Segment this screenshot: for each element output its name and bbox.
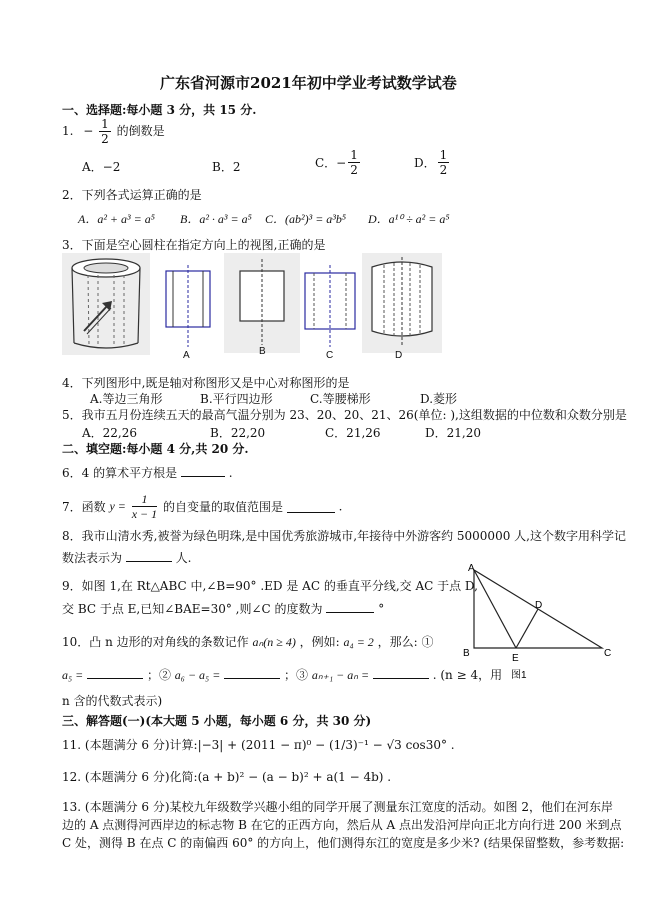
view-label-d: D [395, 350, 403, 361]
question-5: 5．我市五月份连续五天的最高气温分别为 23、20、20、21、26(单位: ),这组数据的中位数和众数分别是 [62, 408, 627, 422]
view-c-figure [302, 265, 358, 360]
question-8-line-2: 数法表示为 人. [62, 551, 192, 565]
point-a-label: A [468, 563, 475, 574]
question-4: 4．下列图形中,既是轴对称图形又是中心对称图形的是 [62, 376, 350, 390]
q4-option-c: C.等腰梯形 [310, 392, 371, 406]
q2-option-c: C．(ab²)³ = a³b⁵ [265, 212, 347, 226]
q4-option-a: A.等边三角形 [90, 392, 163, 406]
q4-option-b: B.平行四边形 [200, 392, 273, 406]
view-label-a: A [183, 350, 190, 361]
answer-blank[interactable] [181, 464, 225, 477]
point-d-label: D [535, 600, 543, 611]
minus-sign: − [83, 124, 94, 138]
view-d-figure [362, 253, 442, 353]
answer-blank[interactable] [326, 600, 374, 613]
question-1 [62, 118, 165, 145]
question-6: 6．4 的算术平方根是 . [62, 466, 233, 480]
question-12: 12. (本题满分 6 分)化简:(a + b)² − (a − b)² + a(1 − 4b) . [62, 770, 392, 784]
figure-caption: 图1 [511, 670, 527, 681]
question-number: 1. [62, 124, 74, 138]
q5-option-c: C．21,26 [325, 426, 381, 440]
answer-blank[interactable] [126, 549, 172, 562]
q5-option-d: D．21,20 [425, 426, 481, 440]
view-label-b: B [259, 346, 266, 357]
question-7: 7．函数 y = $\frac{1}{x - 1}$ 的自变量的取值范围是 . [62, 492, 343, 521]
point-b-label: B [463, 648, 470, 659]
section-answer-heading: 三、解答题(一)(本大题 5 小题，每小题 6 分，共 30 分) [62, 714, 372, 728]
question-stem: 的倒数是 [116, 124, 165, 138]
view-label-c: C [326, 350, 334, 361]
question-13-line-1: 13. (本题满分 6 分)某校九年级数学兴趣小组的同学开展了测量东江宽度的活动。如图 2，他们在河东岸 [62, 800, 613, 814]
q1-option-b: B．2 [212, 160, 241, 174]
q1-option-a: A．−2 [82, 160, 121, 174]
q2-option-a: A．a² + a³ = a⁵ [78, 212, 155, 226]
answer-blank[interactable] [224, 666, 280, 679]
answer-blank[interactable] [373, 666, 429, 679]
question-2: 2．下列各式运算正确的是 [62, 188, 202, 202]
section-choice-heading: 一、选择题:每小题 3 分，共 15 分. [62, 103, 257, 117]
q2-option-d: D．a¹⁰ ÷ a² = a⁵ [368, 212, 450, 226]
q1-option-c: C．− $\frac{1}{2}$ [315, 148, 358, 177]
view-b-figure [224, 253, 300, 353]
q5-option-a: A．22,26 [82, 426, 138, 440]
q5-option-b: B．22,20 [210, 426, 266, 440]
hollow-cylinder-figure [62, 253, 150, 355]
section-fill-heading: 二、填空题:每小题 4 分,共 20 分. [62, 442, 249, 456]
question-3: 3．下面是空心圆柱在指定方向上的视图,正确的是 [62, 238, 326, 252]
point-c-label: C [604, 648, 612, 659]
view-a-figure [160, 265, 216, 360]
q1-option-d: D． $\frac{1}{2}$ [414, 148, 448, 177]
question-10-line-1: 10．凸 n 边形的对角线的条数记作 aₙ(n ≥ 4) ，例如: a₄ = 2 ，那么: ① [62, 635, 434, 649]
question-13-line-3: C 处，测得 B 在点 C 的南偏西 60° 的方向上，他们测得东江的宽度是多少米? (结果保留整数，参考数据: [62, 836, 625, 850]
answer-blank[interactable] [87, 666, 143, 679]
question-10-line-3: n 含的代数式表示) [62, 694, 163, 708]
q4-option-d: D.菱形 [420, 392, 458, 406]
fraction: $\frac{1}{2}$ [101, 117, 109, 146]
question-13-line-2: 边的 A 点测得河西岸边的标志物 B 在它的正西方向，然后从 A 点出发沿河岸向正北方向行进 200 米到点 [62, 818, 622, 832]
point-e-label: E [512, 653, 519, 664]
question-8-line-1: 8．我市山清水秀,被誉为绿色明珠,是中国优秀旅游城市,年接待中外游客约 5000000 人,这个数字用科学记 [62, 529, 626, 543]
question-10-line-2: a₅ = ；② a₆ − a₅ = ；③ aₙ₊₁ − aₙ = . (n ≥ 4，用 [62, 668, 503, 682]
answer-blank[interactable] [287, 500, 335, 513]
q2-option-b: B．a² · a³ = a⁵ [180, 212, 252, 226]
question-9-line-2: 交 BC 于点 E,已知∠BAE=30° ,则∠C 的度数为 ° [62, 602, 385, 616]
page-title: 广东省河源市2021年初中学业考试数学试卷 [160, 74, 457, 92]
question-11: 11. (本题满分 6 分)计算:|−3| + (2011 − π)⁰ − (1/3)⁻¹ − √3 cos30° . [62, 738, 455, 752]
question-9-line-1: 9．如图 1,在 Rt△ABC 中,∠B=90° .ED 是 AC 的垂直平分线,交 AC 于点 D, [62, 579, 478, 593]
